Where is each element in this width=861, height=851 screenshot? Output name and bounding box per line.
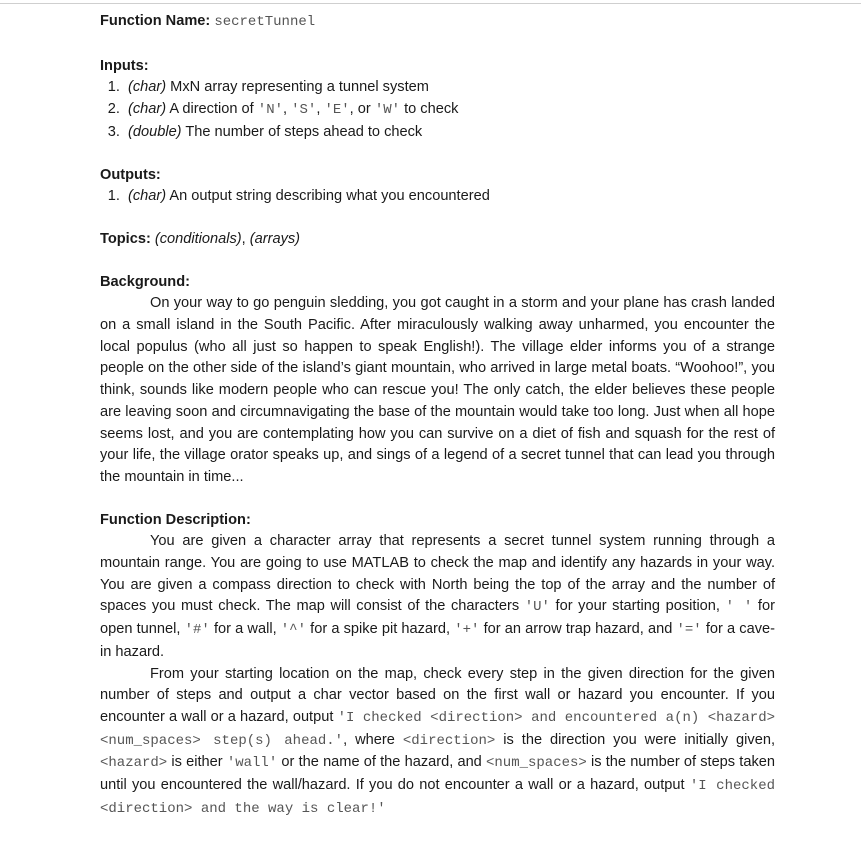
description-section	[100, 510, 775, 821]
topics-label: Topics:	[100, 230, 151, 247]
char-literal: '^'	[280, 622, 306, 639]
text-run: From your starting location on the map, check every step in the given direction for the given number of steps and output a char vector based on the first wall or hazard you encounter. If you encounter a wall or a hazard, output	[100, 665, 775, 725]
text-run: or the name of the hazard, and	[277, 754, 486, 771]
input-type: (char)	[128, 79, 167, 96]
char-literal: '#'	[184, 622, 210, 639]
description-paragraph-1	[100, 531, 775, 663]
top-divider	[0, 3, 861, 4]
background-section	[100, 272, 775, 489]
char-literal: 'N'	[257, 102, 284, 119]
char-literal: ' '	[725, 599, 753, 616]
char-literal: 'S'	[291, 102, 317, 119]
function-name: secretTunnel	[214, 14, 316, 30]
document-page	[100, 11, 775, 821]
code-literal: <direction>	[402, 732, 496, 749]
output-desc: An output string describing what you encountered	[166, 188, 490, 205]
description-paragraph-2	[100, 664, 775, 821]
text-run: for a wall,	[209, 621, 281, 638]
input-type: (char)	[128, 101, 167, 118]
text-run: , where	[343, 731, 403, 748]
topics-row	[100, 229, 775, 251]
inputs-section	[100, 56, 775, 144]
inputs-list	[100, 77, 775, 143]
output-item	[124, 186, 775, 208]
text-run: for your starting position,	[549, 598, 726, 615]
code-literal: <num_spaces>	[485, 755, 587, 772]
outputs-section	[100, 165, 775, 208]
topic: (conditionals)	[154, 230, 242, 247]
separator: ,	[283, 101, 292, 118]
char-literal: '+'	[454, 622, 480, 639]
input-desc: The number of steps ahead to check	[181, 123, 423, 140]
outputs-list	[100, 186, 775, 208]
char-literal: '='	[676, 622, 702, 639]
background-paragraph: On your way to go penguin sledding, you got caught in a storm and your plane has crash landed on a small island in the South Pacific. After miraculously walking away unharmed, you encounter the local populus (who all just so happen to speak English!). The village elder informs you of a strange people on the other side of the island’s giant mountain, who arrived in large metal boats. “Woohoo!”, you think, sounds like modern people who can rescue you! The only catch, the elder believes these people are leaving soon and circumnavigating the base of the mountain would take too long. Just when all hope seems lost, and you are contemplating how you can survive on a diet of fish and squash for the rest of your life, the village orator speaks up, and sings of a legend of a secret tunnel that can lead you through the mountain in time...	[100, 295, 775, 485]
char-literal: 'W'	[374, 102, 401, 119]
code-literal: 'I checked <direction> and encountered a(n) <hazard> <num_spaces> step(s) ahead.'	[100, 709, 775, 749]
outputs-heading: Outputs:	[100, 166, 161, 183]
separator: , or	[349, 101, 375, 118]
text-run: for an arrow trap hazard, and	[479, 621, 677, 638]
inputs-heading: Inputs:	[100, 57, 149, 74]
code-literal: <hazard>	[100, 755, 168, 772]
input-type: (double)	[128, 123, 182, 140]
text-run: for open tunnel,	[100, 598, 775, 638]
separator: ,	[241, 230, 250, 247]
text-run: for a spike pit hazard,	[306, 621, 455, 638]
description-heading: Function Description:	[100, 511, 251, 528]
text-run: is the number of steps taken until you encountered the wall/hazard. If you do not encounter a wall or a hazard, output	[100, 754, 775, 794]
topic: (arrays)	[249, 230, 301, 247]
input-item	[124, 77, 775, 99]
text-run: You are given a character array that represents a secret tunnel system running through a mountain range. You are going to use MATLAB to check the map and identify any hazards in your way. You are given a compass direction to check with North being the top of the array and the number of spaces you must check. The map will consist of the characters	[100, 533, 775, 615]
char-literal: 'U'	[524, 599, 550, 616]
code-literal: 'wall'	[226, 755, 278, 772]
input-desc: A direction of	[166, 101, 258, 118]
input-item	[124, 122, 775, 144]
input-item	[124, 99, 775, 122]
function-name-label: Function Name:	[100, 13, 211, 29]
code-literal: 'I checked <direction> and the way is clear!'	[100, 778, 775, 817]
separator: ,	[316, 101, 325, 118]
input-desc: MxN array representing a tunnel system	[166, 79, 429, 96]
char-literal: 'E'	[324, 102, 350, 119]
output-type: (char)	[128, 188, 167, 205]
input-desc: to check	[400, 101, 459, 118]
background-heading: Background:	[100, 273, 190, 290]
text-run: is the direction you were initially given,	[495, 731, 775, 748]
text-run: for a cave-in hazard.	[100, 621, 775, 660]
text-run: is either	[167, 754, 227, 771]
function-name-row	[100, 11, 775, 34]
